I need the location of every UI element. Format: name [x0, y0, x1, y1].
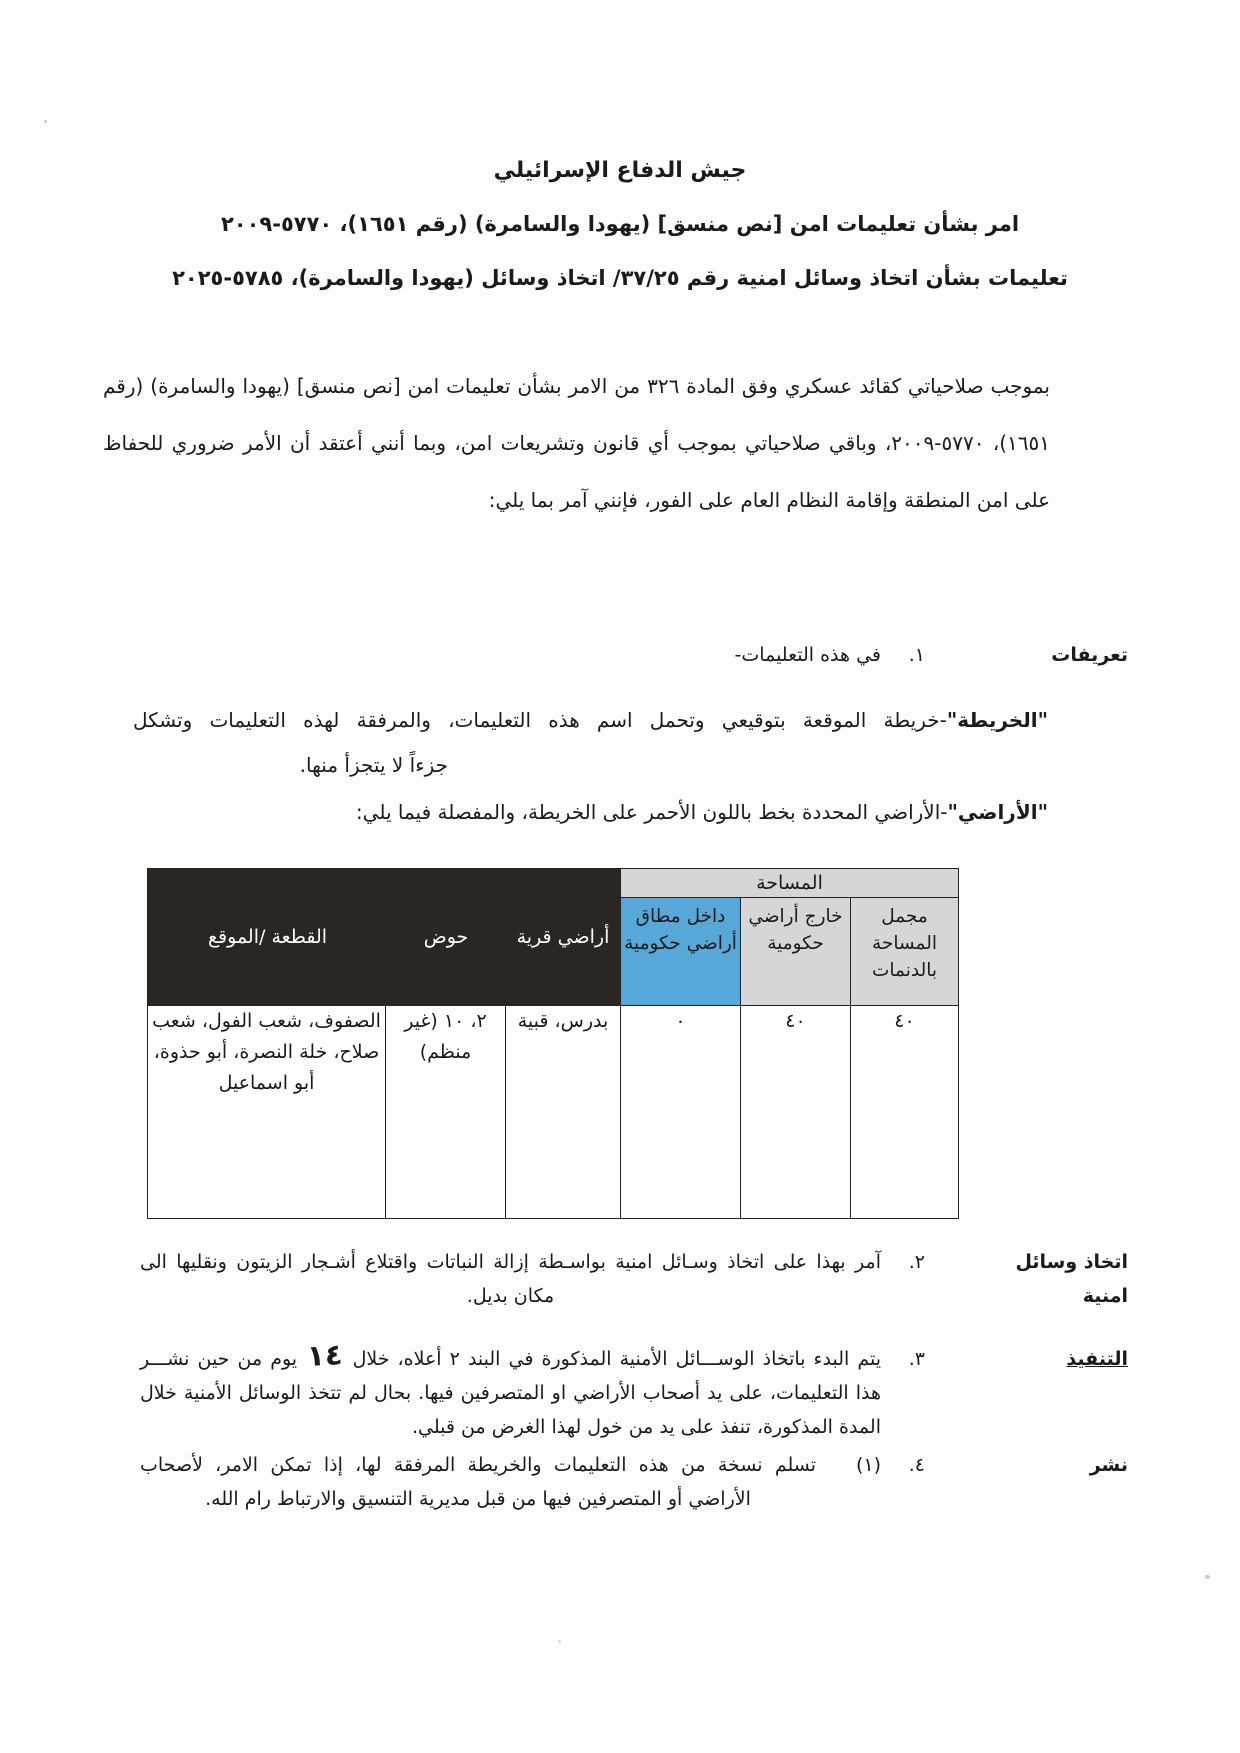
handwritten-days-number: ١٤: [306, 1337, 344, 1373]
cell-total-area: ٤٠: [851, 1006, 959, 1219]
definition-lands-text: -الأراضي المحددة بخط باللون الأحمر على الخريطة، والمفصلة فيما يلي:: [355, 800, 948, 824]
section-text-2: آمر بهذا على اتخاذ وسـائل امنية بواسـطة إزالة النباتات واقتلاع أشـجار الزيتون ونقليها الى مكان بديل.: [140, 1251, 881, 1307]
section-text-3-after: يوم من حين نشـــر هذا التعليمات، على يد أصحاب الأراضي او المتصرفين فيها. بحال لم تتخذ الوسائل الأمنية خلال المدة المذكورة، تنفذ على يد من خول لهذا الغرض من قبلي.: [140, 1348, 881, 1438]
section-publication: [140, 1448, 1128, 1516]
cell-basin: ٢، ١٠ (غير منظم): [386, 1006, 506, 1219]
section-text-4: تسلم نسخة من هذه التعليمات والخريطة المرفقة لها، إذا تمكن الامر، لأصحاب الأراضي أو المتصرفين فيها من قبل مديرية التنسيق والارتباط رام الله.: [140, 1454, 816, 1510]
section-number-1: ١.: [908, 644, 925, 666]
section-text-1: في هذه التعليمات-: [734, 644, 881, 666]
col-header-inside-state-lands: داخل مطاق أراضي حكومية: [621, 898, 741, 1006]
margin-label-execution: [998, 1342, 1128, 1444]
section-text-3-before: يتم البدء باتخاذ الوســـائل الأمنية المذكورة في البند ٢ أعلاه، خلال: [344, 1348, 881, 1370]
definition-lands-term: "الأراضي": [947, 800, 1048, 824]
table-row: [148, 1006, 959, 1219]
col-header-parcel: القطعة /الموقع: [207, 926, 328, 948]
table-header-area: المساحة: [621, 869, 959, 898]
cell-inside-state-lands: ٠: [621, 1006, 741, 1219]
col-header-basin: حوض: [423, 926, 469, 948]
section-number-3: ٣.: [908, 1348, 925, 1370]
definition-map-term: "الخريطة": [946, 708, 1048, 732]
order-title-line1: امر بشأن تعليمات امن [نص منسق] (يهودا والسامرة) (رقم ١٦٥١)، ٥٧٧٠-٢٠٠٩: [220, 212, 1020, 236]
scan-speck: [558, 1640, 561, 1643]
cell-parcel-location: الصفوف، شعب الفول، شعب صلاح، خلة النصرة، أبو حذوة، أبو اسماعيل: [148, 1006, 386, 1219]
col-header-village-lands: أراضي قرية: [506, 869, 621, 1006]
col-header-outside-state-lands: خارج أراضي حكومية: [741, 898, 851, 1006]
section-text-3: [140, 1337, 881, 1444]
section-definitions: [140, 638, 1128, 672]
cell-outside-state-lands: ٤٠: [741, 1006, 851, 1219]
army-title: جيش الدفاع الإسرائيلي: [493, 158, 747, 183]
margin-label-definitions: تعريفات: [1051, 644, 1128, 666]
col-header-total-area: مجمل المساحة بالدنمات: [851, 898, 959, 1006]
section-execution: [140, 1337, 1128, 1444]
scan-speck: [1205, 1575, 1210, 1579]
definition-lands: [133, 800, 1048, 824]
margin-label-publication: نشر: [1089, 1454, 1128, 1476]
lands-table: [147, 868, 959, 1219]
definition-map-line2: جزءاً لا يتجزأ منها.: [299, 753, 448, 777]
scan-speck: [44, 120, 47, 123]
order-title-line2: تعليمات بشأن اتخاذ وسائل امنية رقم ٣٧/٢٥/ اتخاذ وسائل (يهودا والسامرة)، ٥٧٨٥-٢٠٢٥: [172, 266, 1068, 290]
margin-label-execution-text: التنفيذ: [1066, 1348, 1128, 1370]
margin-label-security-measures: اتخاذ وسائل امنية: [1015, 1251, 1128, 1307]
definition-map-line1: [133, 698, 1048, 743]
intro-paragraph: بموجب صلاحياتي كقائد عسكري وفق المادة ٣٢٦ من الامر بشأن تعليمات امن [نص منسق] (يهودا والسامرة) (رقم ١٦٥١)، ٥٧٧٠-٢٠٠٩، وباقي صلاحياتي بموجب أي قانون وتشريعات امن، وبما أنني أعتقد أن الأمر ضروري للحفاظ على امن المنطقة وإقامة النظام العام على الفور، فإنني آمر بما يلي:: [103, 374, 1050, 512]
section-number-2: ٢.: [908, 1251, 925, 1273]
col-header-basin-parcel: [148, 869, 506, 1006]
section-security-measures: [140, 1245, 1128, 1313]
subsection-marker-1: (١): [855, 1454, 881, 1476]
section-number-4: ٤.: [908, 1454, 925, 1476]
definition-map-text: -خريطة الموقعة بتوقيعي وتحمل اسم هذه التعليمات، والمرفقة لهذه التعليمات وتشكل: [133, 708, 947, 732]
definition-map: [133, 698, 1048, 788]
cell-village-lands: بدرس، قبية: [506, 1006, 621, 1219]
